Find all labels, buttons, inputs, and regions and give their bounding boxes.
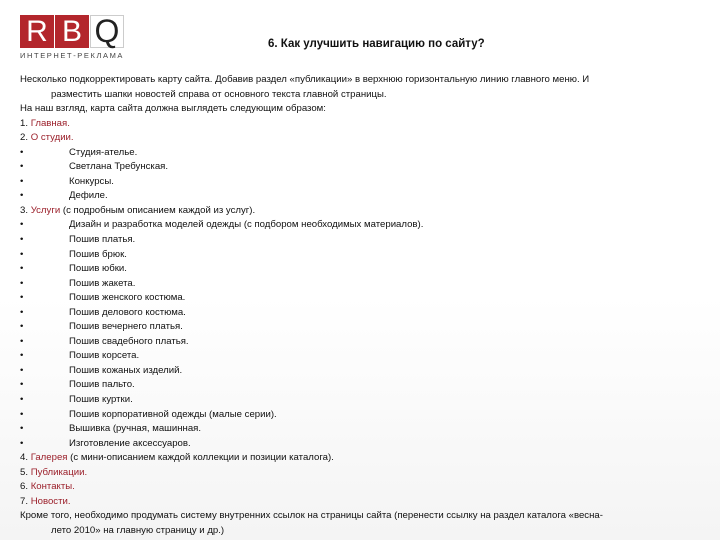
intro-line-2: разместить шапки новостей справа от основного текста главной страницы.	[51, 88, 387, 100]
logo-letters	[20, 15, 130, 48]
section-news	[20, 495, 702, 510]
bullet-marker: •	[20, 292, 24, 304]
list-item-text: Пошив пальто.	[69, 379, 135, 391]
list-item-text: Пошив корсета.	[69, 350, 140, 362]
section-link-about[interactable]: О студии.	[30, 132, 74, 144]
bullet-marker: •	[20, 437, 24, 449]
list-item	[20, 393, 702, 408]
intro-line-1: Несколько подкорректировать карту сайта. Добавив раздел «публикации» в верхнюю горизонтальную линию главного меню. И	[20, 74, 590, 85]
map-intro: На наш взгляд, карта сайта должна выглядеть следующим образом:	[20, 103, 326, 115]
section-number: 3.	[20, 204, 29, 216]
bullet-marker: •	[20, 219, 24, 231]
bullet-marker: •	[20, 321, 24, 333]
logo-letter-r: R	[20, 15, 54, 48]
list-item	[20, 160, 702, 175]
logo-letter-q: Q	[90, 15, 124, 48]
list-item-text: Пошив кожаных изделий.	[69, 364, 183, 376]
bullet-marker: •	[20, 190, 24, 202]
section-link-news[interactable]: Новости.	[30, 495, 71, 507]
list-item-text: Пошив женского костюма.	[69, 292, 186, 304]
bullet-marker: •	[20, 394, 24, 406]
bullet-marker: •	[20, 263, 24, 275]
list-item	[20, 248, 702, 263]
section-number: 4.	[20, 452, 29, 464]
list-item	[20, 146, 702, 161]
bullet-marker: •	[20, 277, 24, 289]
bullet-marker: •	[20, 408, 24, 420]
bullet-marker: •	[20, 248, 24, 260]
logo-letter-b: B	[55, 15, 89, 48]
list-item-text: Пошив жакета.	[69, 277, 136, 289]
bullet-marker: •	[20, 379, 24, 391]
list-item	[20, 408, 702, 423]
list-item	[20, 262, 702, 277]
list-item	[20, 378, 702, 393]
list-item-text: Дефиле.	[69, 190, 108, 202]
bullet-marker: •	[20, 175, 24, 187]
section-number: 1.	[20, 117, 29, 129]
list-item	[20, 364, 702, 379]
about-sublist	[20, 146, 702, 204]
list-item	[20, 277, 702, 292]
list-item	[20, 218, 702, 233]
list-item	[20, 320, 702, 335]
outro-line-1: Кроме того, необходимо продумать систему внутренних ссылок на страницы сайта (перенести ссылку на раздел каталога «весна-	[20, 510, 603, 522]
section-link-gallery[interactable]: Галерея	[30, 452, 68, 464]
list-item	[20, 349, 702, 364]
section-main	[20, 117, 702, 132]
bullet-marker: •	[20, 234, 24, 246]
bullet-marker: •	[20, 161, 24, 173]
section-link-contacts[interactable]: Контакты.	[30, 481, 75, 493]
list-item-text: Изготовление аксессуаров.	[69, 437, 191, 449]
bullet-marker: •	[20, 306, 24, 318]
section-services	[20, 204, 702, 219]
bullet-marker: •	[20, 350, 24, 362]
list-item	[20, 306, 702, 321]
bullet-marker: •	[20, 364, 24, 376]
section-number: 5.	[20, 466, 29, 478]
list-item-text: Вышивка (ручная, машинная.	[69, 423, 202, 435]
section-description: (с мини-описанием каждой коллекции и позиции каталога).	[70, 452, 334, 464]
section-gallery	[20, 451, 702, 466]
section-about	[20, 131, 702, 146]
list-item	[20, 437, 702, 452]
outro-line-2: лето 2010» на главную страницу и др.)	[51, 524, 225, 536]
list-item-text: Студия-ателье.	[69, 146, 138, 158]
section-link-services[interactable]: Услуги	[30, 204, 61, 216]
slide-body	[20, 73, 702, 539]
section-contacts	[20, 480, 702, 495]
bullet-marker: •	[20, 423, 24, 435]
list-item	[20, 335, 702, 350]
section-link-publications[interactable]: Публикации.	[30, 466, 88, 478]
slide-title: 6. Как улучшить навигацию по сайту?	[268, 38, 485, 50]
list-item-text: Пошив платья.	[69, 234, 136, 246]
services-sublist	[20, 218, 702, 451]
list-item-text: Дизайн и разработка моделей одежды (с подбором необходимых материалов).	[69, 219, 424, 231]
list-item-text: Пошив вечернего платья.	[69, 321, 183, 333]
section-description: (с подробным описанием каждой из услуг).	[62, 204, 256, 216]
section-publications	[20, 466, 702, 481]
list-item-text: Пошив делового костюма.	[69, 306, 186, 318]
list-item-text: Пошив свадебного платья.	[69, 335, 189, 347]
list-item-text: Пошив куртки.	[69, 394, 133, 406]
list-item-text: Светлана Требунская.	[69, 161, 169, 173]
bullet-marker: •	[20, 335, 24, 347]
list-item	[20, 291, 702, 306]
list-item	[20, 189, 702, 204]
logo-tagline: ИНТЕРНЕТ-РЕКЛАМА	[20, 51, 125, 60]
list-item	[20, 175, 702, 190]
section-link-main[interactable]: Главная.	[30, 117, 70, 129]
section-number: 7.	[20, 495, 29, 507]
list-item	[20, 233, 702, 248]
list-item-text: Пошив юбки.	[69, 263, 127, 275]
list-item-text: Конкурсы.	[69, 175, 114, 187]
list-item-text: Пошив брюк.	[69, 248, 127, 260]
bullet-marker: •	[20, 146, 24, 158]
rbq-logo	[20, 15, 130, 70]
section-number: 2.	[20, 132, 29, 144]
section-number: 6.	[20, 481, 29, 493]
list-item	[20, 422, 702, 437]
list-item-text: Пошив корпоративной одежды (малые серии).	[69, 408, 277, 420]
